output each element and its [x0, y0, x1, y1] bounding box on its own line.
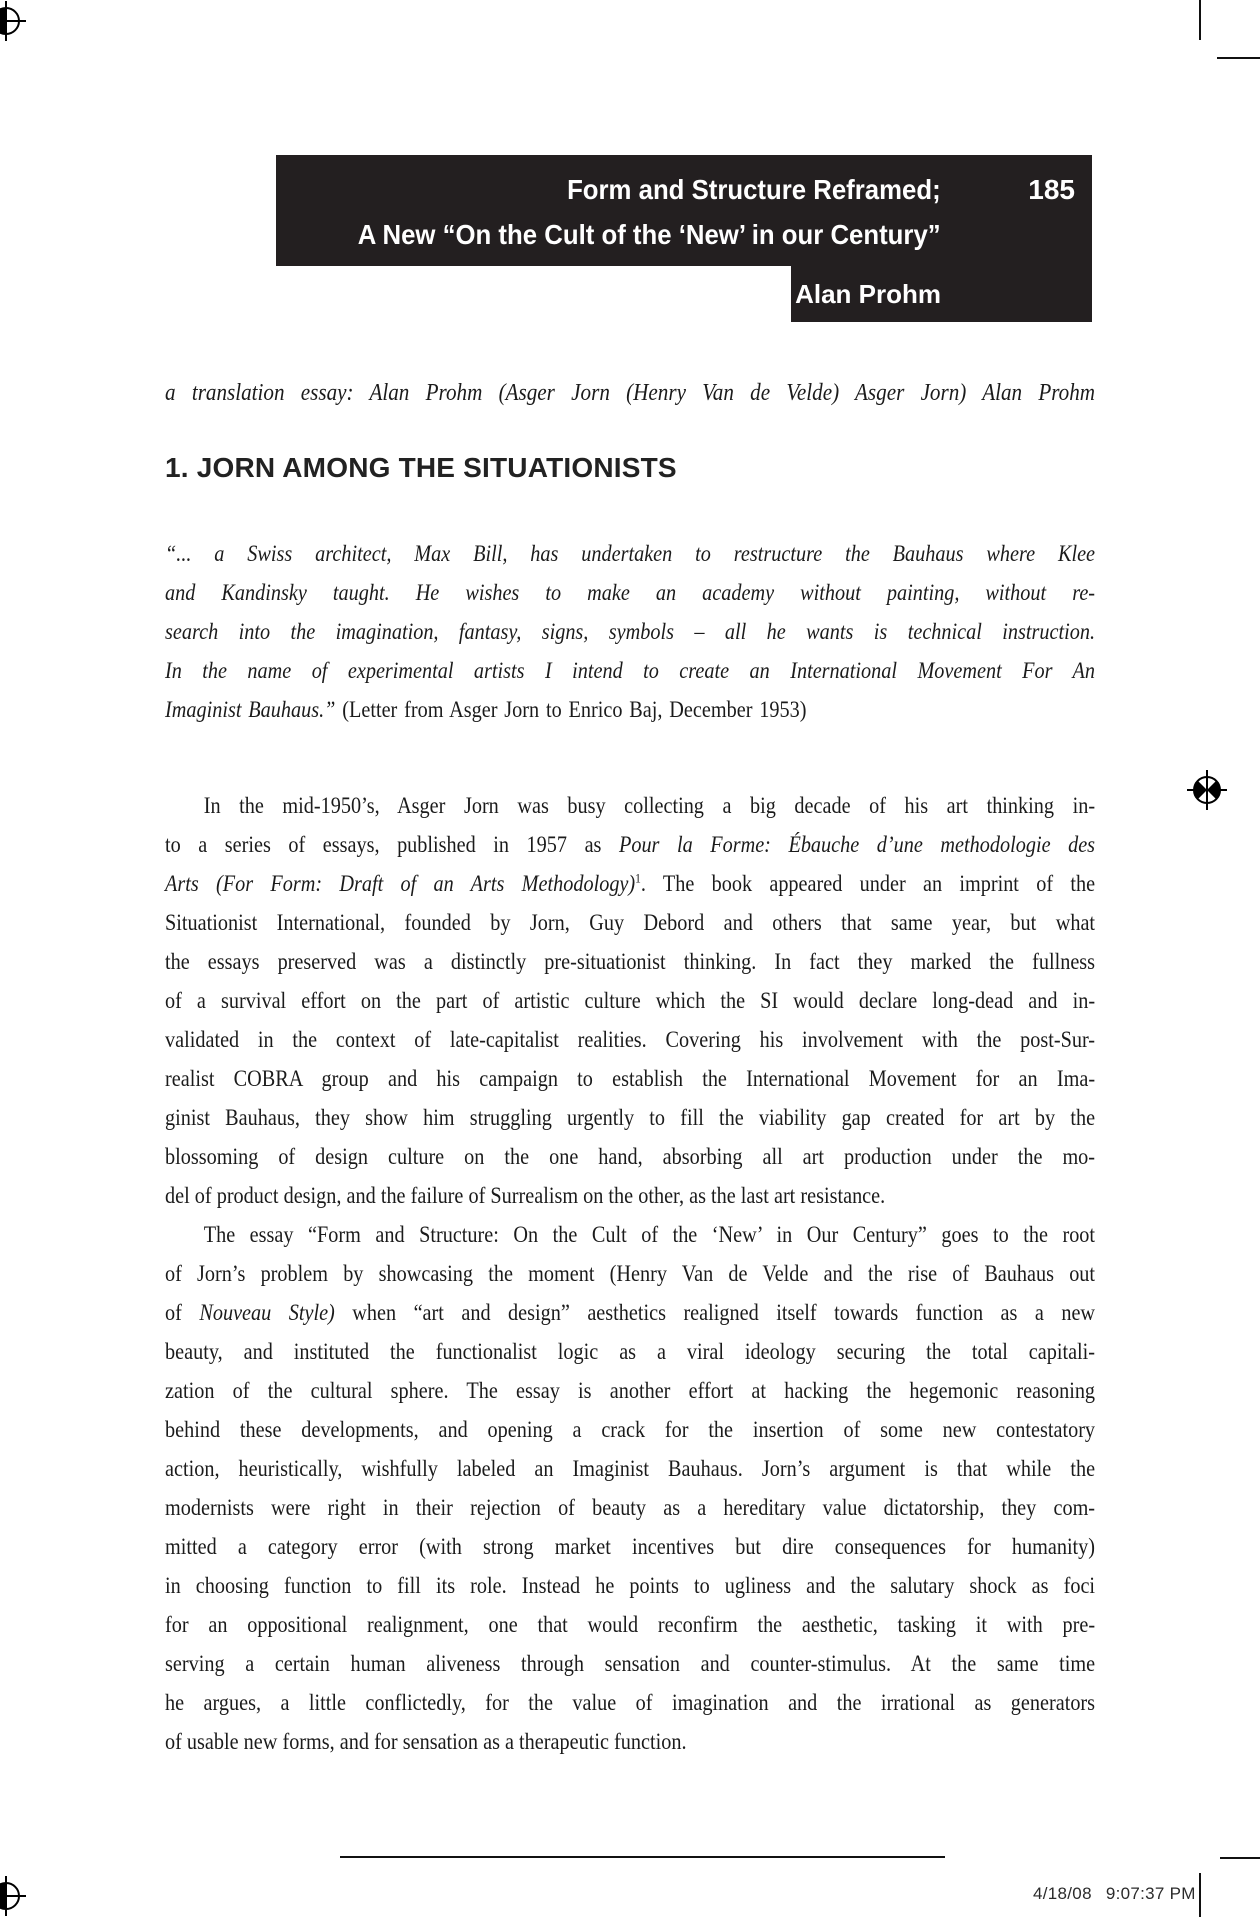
text-line: Arts (For Form: Draft of an Arts Methodology)$^1$. The book appeared under an imprint of the [165, 870, 1096, 896]
text-line: zation of the cultural sphere. The essay is another effort at hacking the hegemonic reasoning [165, 1378, 1096, 1403]
text-line: In the mid-1950’s, Asger Jorn was busy collecting a big decade of his art thinking in- [203, 793, 1096, 818]
crop-mark-bottom-right-horizontal [1220, 1857, 1260, 1859]
text-line: of a survival effort on the part of artistic culture which the SI would declare long-dead and in- [165, 988, 1096, 1013]
text-line: validated in the context of late-capitalist realities. Covering his involvement with the post-Sur- [165, 1027, 1096, 1052]
author-byline: Alan Prohm [795, 279, 941, 309]
text-line: serving a certain human aliveness through sensation and counter-stimulus. At the same time [165, 1651, 1096, 1676]
page-number: 185 [1028, 174, 1075, 205]
text-line: realist COBRA group and his campaign to establish the International Movement for an Ima- [165, 1066, 1096, 1091]
text-line: of usable new forms, and for sensation as a therapeutic function. [165, 1729, 687, 1754]
text-line: “... a Swiss architect, Max Bill, has undertaken to restructure the Bauhaus where Klee [165, 541, 1096, 566]
epigraph-quote-block [165, 534, 1095, 729]
text-line: for an oppositional realignment, one that would reconfirm the aesthetic, tasking it with pre- [165, 1612, 1096, 1637]
byline-banner [791, 266, 1092, 322]
credit-line-block [165, 374, 1095, 413]
trim-rule-bottom [340, 1856, 945, 1858]
body-paragraph-2 [165, 1215, 1095, 1761]
text-line: and Kandinsky taught. He wishes to make an academy without painting, without re- [165, 580, 1096, 605]
text-line: beauty, and instituted the functionalist logic as a viral ideology securing the total capitali- [165, 1339, 1096, 1364]
text-line: In the name of experimental artists I intend to create an International Movement For An [165, 658, 1096, 683]
chapter-title-line2: A New “On the Cult of the ‘New’ in our Century” [358, 219, 941, 250]
body-text-block [165, 786, 1095, 1761]
text-line: of Jorn’s problem by showcasing the moment (Henry Van de Velde and the rise of Bauhaus out [165, 1261, 1096, 1286]
text-line: blossoming of design culture on the one hand, absorbing all art production under the mo- [165, 1144, 1096, 1169]
chapter-title-line1: Form and Structure Reframed; [567, 174, 941, 205]
body-paragraph-1 [165, 786, 1095, 1215]
text-line: action, heuristically, wishfully labeled an Imaginist Bauhaus. Jorn’s argument is that while the [165, 1456, 1096, 1481]
credit-line [165, 374, 1095, 413]
chapter-header-banner [276, 155, 1092, 266]
crop-mark-top-right-vertical [1199, 0, 1201, 40]
crop-mark-top-right-horizontal [1217, 57, 1260, 59]
text-line: modernists were right in their rejection of beauty as a hereditary value dictatorship, they com- [165, 1495, 1096, 1520]
text-line: search into the imagination, fantasy, signs, symbols – all he wants is technical instruction. [165, 619, 1096, 644]
registration-mark-right-icon [1187, 770, 1227, 810]
epigraph-quote [165, 534, 1095, 729]
proof-timestamp [1033, 1884, 1196, 1904]
proof-date: 4/18/08 [1033, 1884, 1092, 1903]
registration-mark-top-left-icon [0, 1, 26, 41]
registration-mark-bottom-left-icon [0, 1876, 26, 1916]
text-line: del of product design, and the failure of Surrealism on the other, as the last art resistance. [165, 1183, 886, 1208]
text-line: in choosing function to fill its role. Instead he points to ugliness and the salutary shock as foci [165, 1573, 1096, 1598]
section-heading: 1. JORN AMONG THE SITUATIONISTS [165, 452, 677, 483]
text-line: Imaginist Bauhaus.” (Letter from Asger Jorn to Enrico Baj, December 1953) [165, 697, 807, 722]
chapter-title [358, 167, 941, 257]
text-line: behind these developments, and opening a crack for the insertion of some new contestatory [165, 1417, 1096, 1442]
text-line: a translation essay: Alan Prohm (Asger Jorn (Henry Van de Velde) Asger Jorn) Alan Prohm [165, 380, 1096, 406]
text-line: Situationist International, founded by Jorn, Guy Debord and others that same year, but what [165, 910, 1096, 935]
proof-time: 9:07:37 PM [1105, 1884, 1196, 1903]
text-line: The essay “Form and Structure: On the Cult of the ‘New’ in Our Century” goes to the root [203, 1222, 1096, 1247]
text-line: of Nouveau Style) when “art and design” aesthetics realigned itself towards function as a new [165, 1300, 1096, 1325]
text-line: to a series of essays, published in 1957 as Pour la Forme: Ébauche d’une methodologie des [165, 832, 1096, 857]
crop-mark-bottom-right-vertical [1199, 1873, 1201, 1917]
text-line: mitted a category error (with strong market incentives but dire consequences for humanity) [165, 1534, 1096, 1559]
text-line: the essays preserved was a distinctly pre-situationist thinking. In fact they marked the fullness [165, 949, 1096, 974]
text-line: ginist Bauhaus, they show him struggling urgently to fill the viability gap created for art by the [165, 1105, 1096, 1130]
text-line: he argues, a little conflictedly, for the value of imagination and the irrational as generators [165, 1690, 1096, 1715]
